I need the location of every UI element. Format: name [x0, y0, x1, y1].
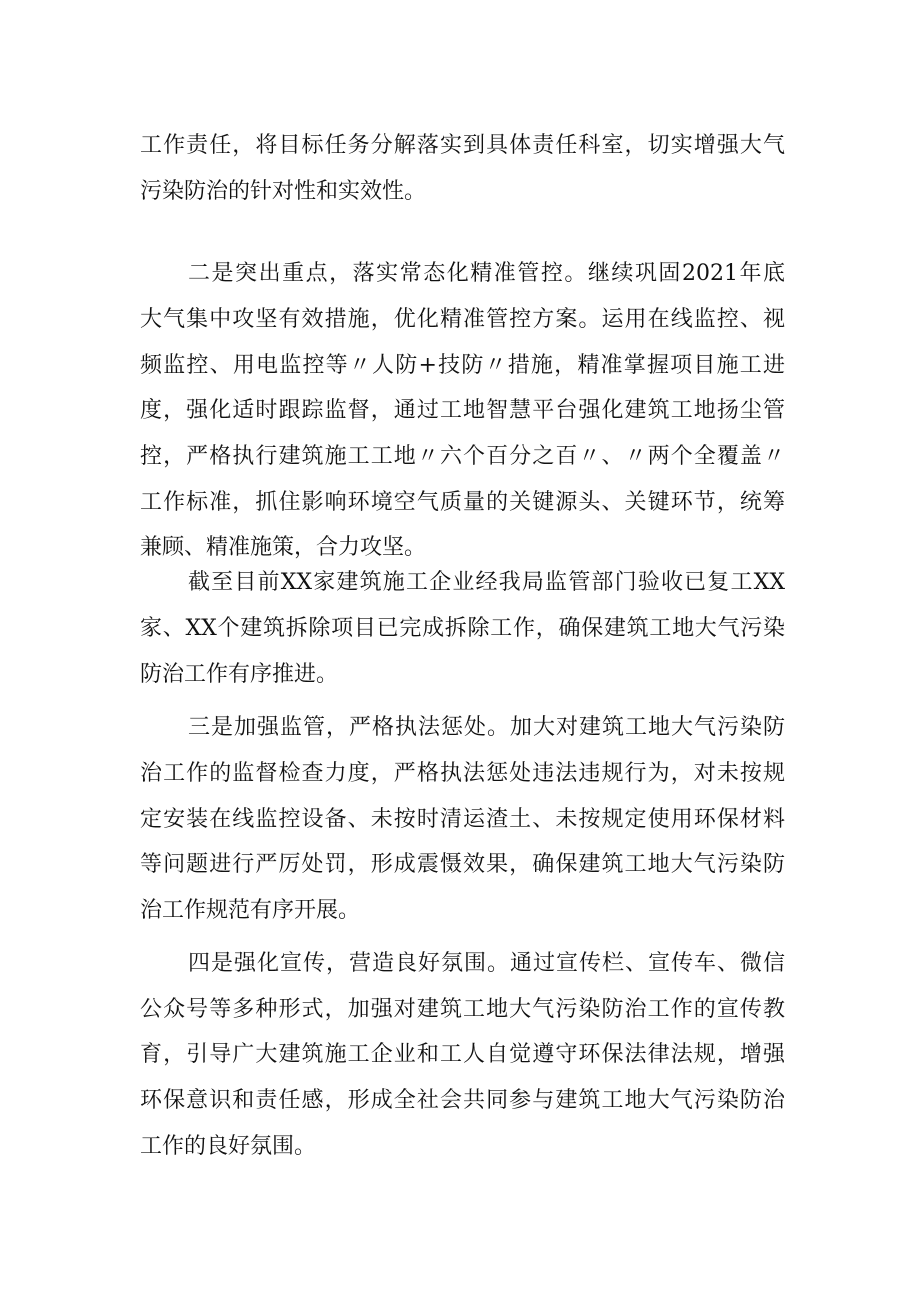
- paragraph-line: 频监控、用电监控等〃人防+技防〃措施，精准掌握项目施工进: [140, 353, 785, 378]
- paragraph-line: 大气集中攻坚有效措施，优化精准管控方案。运用在线监控、视: [140, 307, 785, 332]
- paragraph-line: 四是强化宣传，营造良好氛围。通过宣传栏、宣传车、微信: [188, 951, 785, 976]
- paragraph-line: 工作责任，将目标任务分解落实到具体责任科室，切实增强大气: [140, 133, 785, 158]
- paragraph-line: 工作标准，抓住影响环境空气质量的关键源头、关键环节，统筹: [140, 490, 785, 515]
- paragraph-line: 控，严格执行建筑施工工地〃六个百分之百〃、〃两个全覆盖〃: [140, 444, 785, 469]
- paragraph-line: 截至目前XX家建筑施工企业经我局监管部门验收已复工XX: [188, 570, 785, 595]
- paragraph-line: 治工作的监督检查力度，严格执法惩处违法违规行为，对未按规: [140, 761, 785, 786]
- paragraph-line: 度，强化适时跟踪监督，通过工地智慧平台强化建筑工地扬尘管: [140, 398, 785, 423]
- paragraph-line: 三是加强监管，严格执法惩处。加大对建筑工地大气污染防: [188, 715, 785, 740]
- paragraph-line: 定安装在线监控设备、未按时清运渣土、未按规定使用环保材料: [140, 807, 785, 832]
- paragraph-line: 治工作规范有序开展。: [140, 898, 361, 923]
- paragraph-line: 污染防治的针对性和实效性。: [140, 179, 427, 204]
- paragraph-line: 环保意识和责任感，形成全社会共同参与建筑工地大气污染防治: [140, 1088, 785, 1113]
- paragraph-line: 公众号等多种形式，加强对建筑工地大气污染防治工作的宣传教: [140, 997, 785, 1022]
- paragraph-line: 育，引导广大建筑施工企业和工人自觉遵守环保法律法规，增强: [140, 1042, 785, 1067]
- paragraph-line: 二是突出重点，落实常态化精准管控。继续巩固2021年底: [188, 261, 785, 286]
- paragraph-line: 家、XX个建筑拆除项目已完成拆除工作，确保建筑工地大气污染: [140, 616, 785, 641]
- paragraph-line: 等问题进行严厉处罚，形成震慑效果，确保建筑工地大气污染防: [140, 852, 785, 877]
- paragraph-line: 防治工作有序推进。: [140, 662, 339, 687]
- paragraph-line: 工作的良好氛围。: [140, 1134, 317, 1159]
- paragraph-line: 兼顾、精准施策，合力攻坚。: [140, 535, 427, 560]
